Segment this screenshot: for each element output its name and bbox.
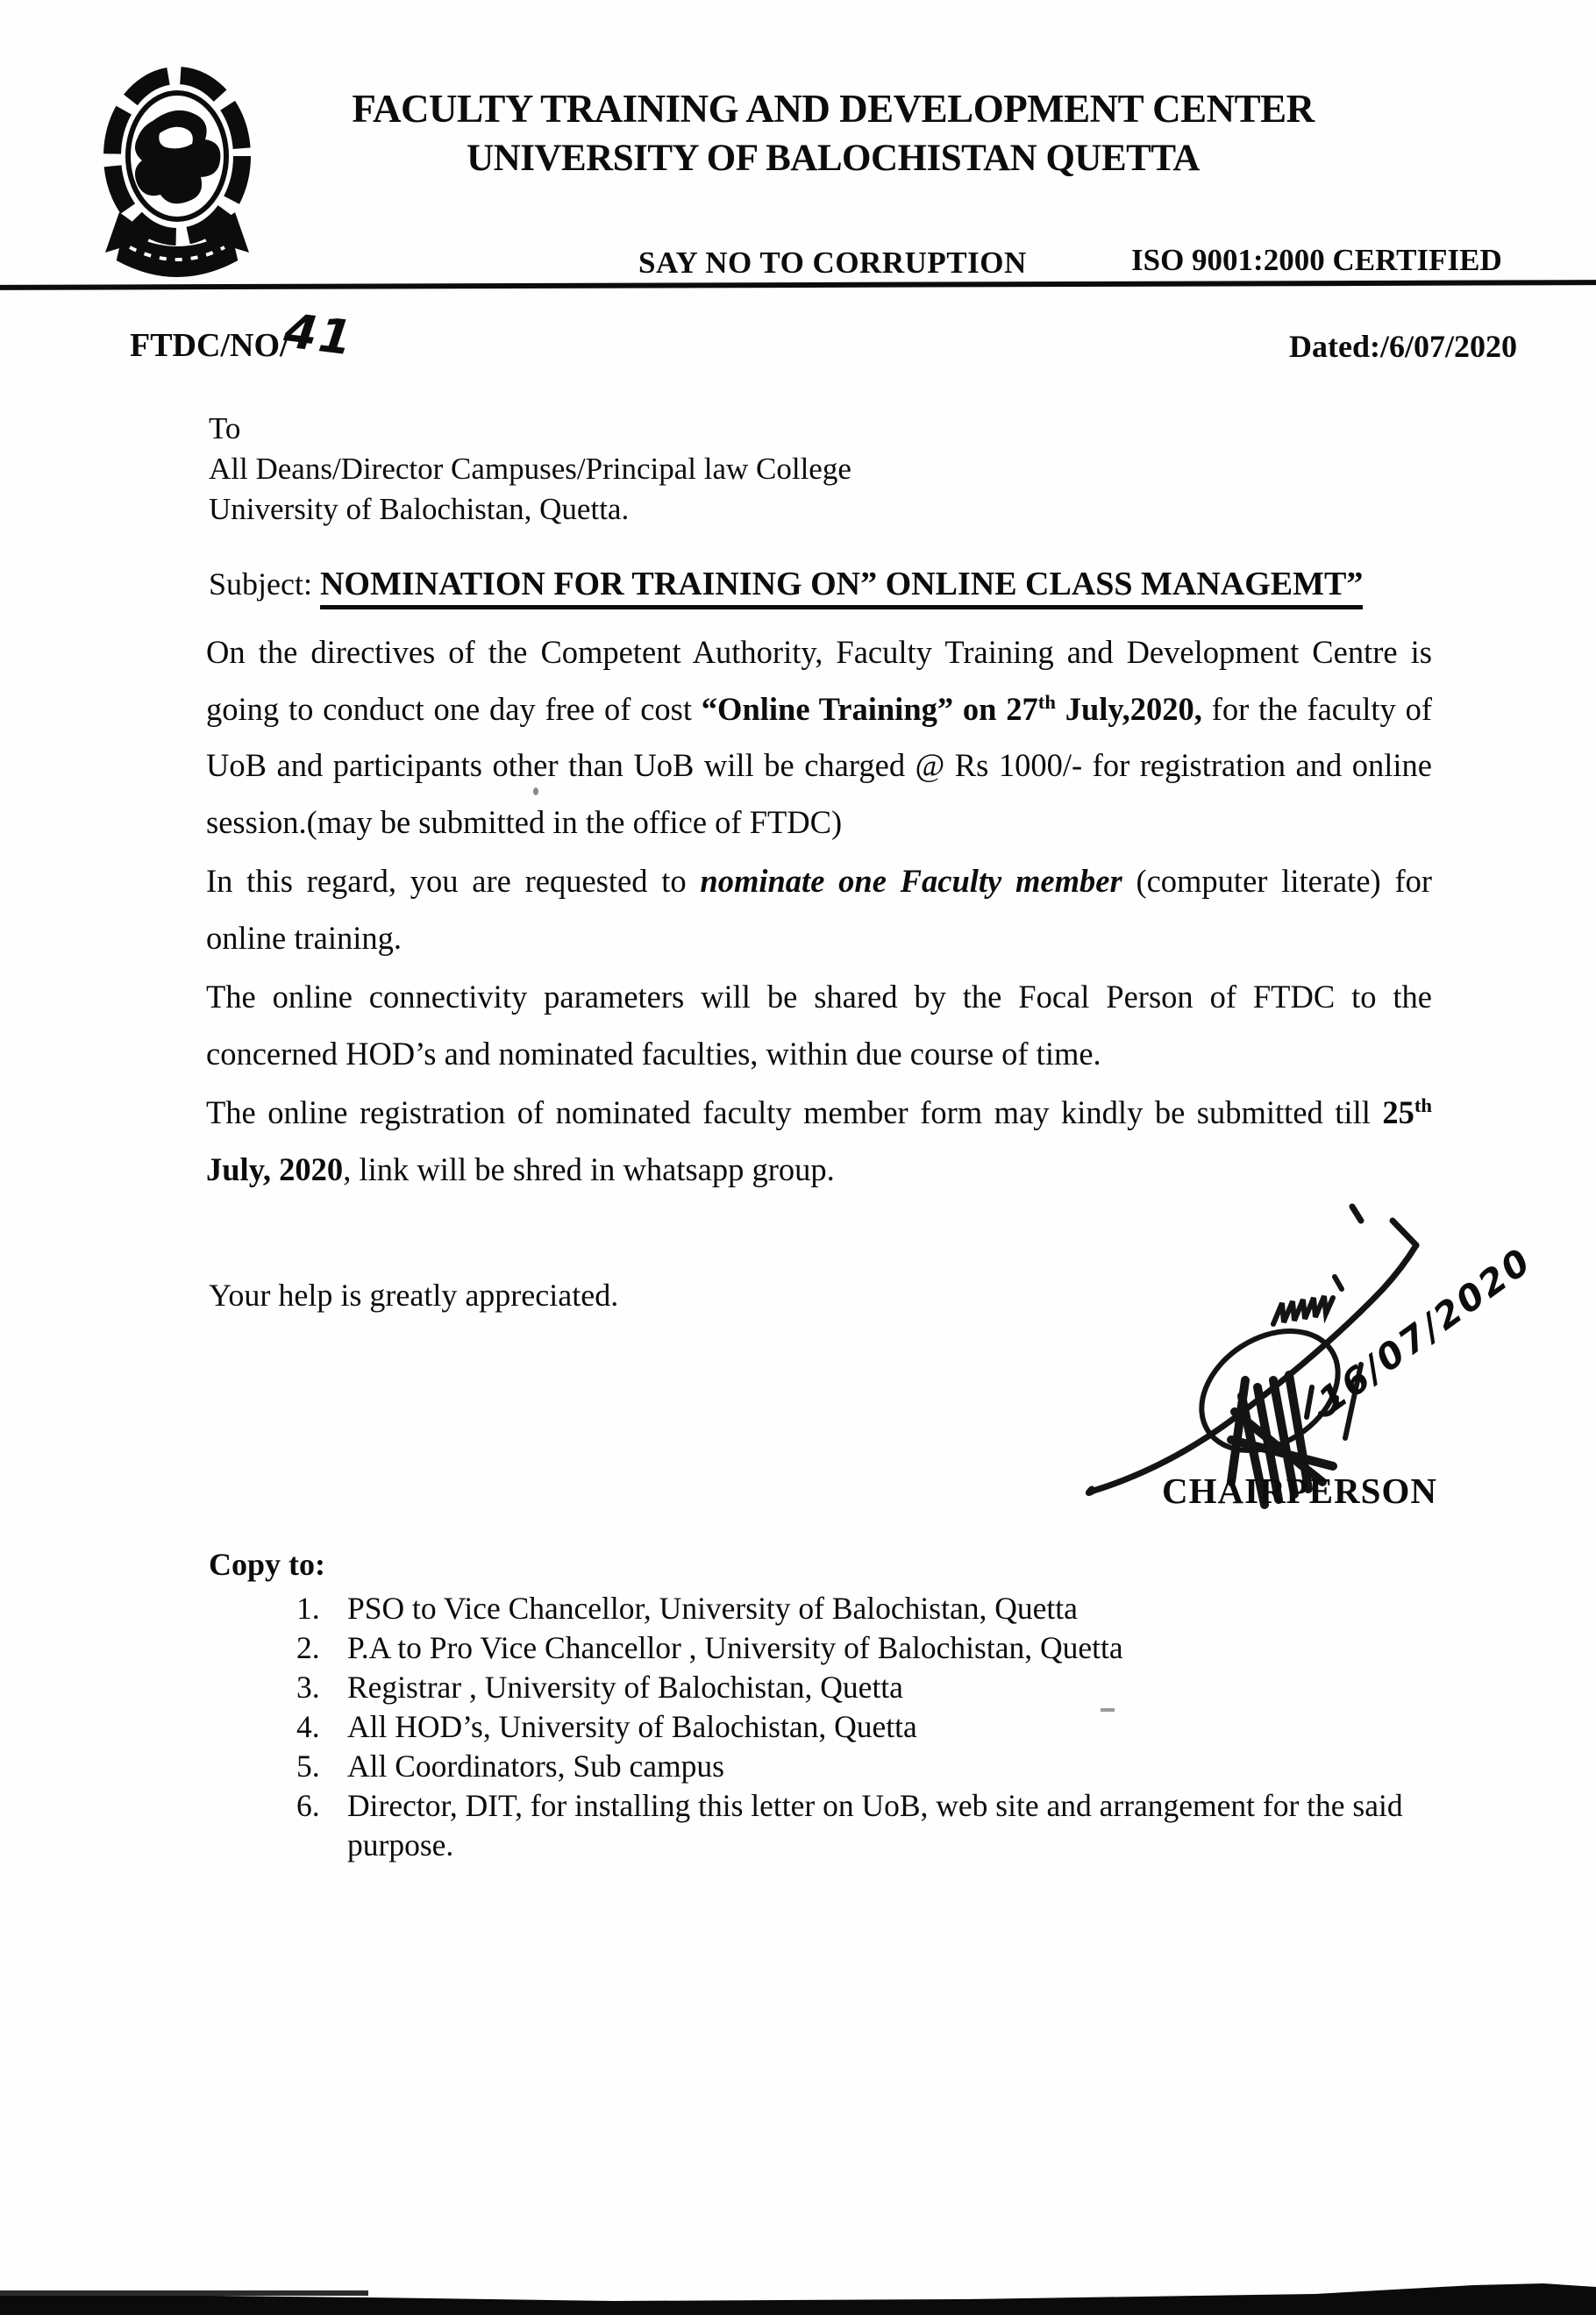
recipient-address [209,409,851,530]
letter-body [206,624,1432,1200]
paragraph-2: In this regard, you are requested to nominate one Faculty member (computer literate) for online training. [206,863,1433,956]
ref-number-handwritten: 41 [281,303,357,367]
letter-date [1289,328,1517,365]
item-text: Director, DIT, for installing this letter on UoB, web site and arrangement for the said purpose. [347,1788,1403,1863]
recipient-line1: All Deans/Director Campuses/Principal law College [209,452,851,486]
scan-artifact [533,787,538,795]
copy-to-item [296,1747,1443,1786]
item-number: 2. [296,1630,320,1665]
copy-to-item [296,1786,1443,1865]
iso-certification: ISO 9001:2000 CERTIFIED [1131,243,1502,277]
copy-to-item [296,1628,1443,1668]
item-text: All HOD’s, University of Balochistan, Quetta [347,1709,917,1744]
closing-line: Your help is greatly appreciated. [209,1278,619,1313]
copy-to-item [296,1707,1443,1747]
item-number: 4. [296,1709,320,1744]
date-label: Dated: [1289,329,1380,364]
paragraph-1: On the directives of the Competent Authority, Faculty Training and Development Centre is going to conduct one day free of cost “Online Training” on 27th July,2020, for the faculty of UoB and participants other than UoB will be charged @ Rs 1000/- for registration and online session.(may be submitted in the office of FTDC) [206,634,1432,840]
item-text: Registrar , University of Balochistan, Quetta [347,1670,903,1705]
copy-to-list [296,1589,1443,1865]
signatory-title: CHAIRPERSON [1162,1471,1437,1511]
subject-text: NOMINATION FOR TRAINING ON” ONLINE CLASS MANAGEMT” [320,566,1363,609]
item-text: PSO to Vice Chancellor, University of Balochistan, Quetta [347,1591,1078,1626]
paragraph-3: The online connectivity parameters will be shared by the Focal Person of FTDC to the concerned HOD’s and nominated faculties, within due course of time. [206,979,1432,1072]
scan-artifact [1101,1708,1115,1712]
paragraph-4: The online registration of nominated faculty member form may kindly be submitted till 25th July, 2020, link will be shred in whatsapp group. [206,1093,1432,1187]
copy-to-item [296,1668,1443,1707]
scan-edge-band [0,2276,1596,2315]
reference-number [130,303,357,367]
date-value: /6/07/2020 [1379,329,1517,364]
org-location: UNIVERSITY OF BALOCHISTAN QUETTA [467,138,1200,179]
item-number: 1. [296,1591,320,1626]
subject-label: Subject: [209,566,312,602]
recipient-salutation: To [209,411,241,445]
item-text: P.A to Pro Vice Chancellor , University of Balochistan, Quetta [347,1630,1123,1665]
signature-handwritten-date: 16/07/2020 [1310,1239,1540,1422]
university-logo-icon [98,58,256,295]
org-name: FACULTY TRAINING AND DEVELOPMENT CENTER [352,87,1315,131]
ref-label: FTDC/NO/ [130,327,289,364]
copy-to-item [296,1589,1443,1628]
anti-corruption-slogan: SAY NO TO CORRUPTION [638,246,1027,280]
item-number: 3. [296,1670,320,1705]
item-number: 5. [296,1749,320,1784]
item-number: 6. [296,1788,320,1823]
letterhead [263,86,1403,180]
item-text: All Coordinators, Sub campus [347,1749,724,1784]
subject-line [209,565,1363,603]
recipient-line2: University of Balochistan, Quetta. [209,492,630,526]
copy-to-label: Copy to: [209,1547,325,1582]
